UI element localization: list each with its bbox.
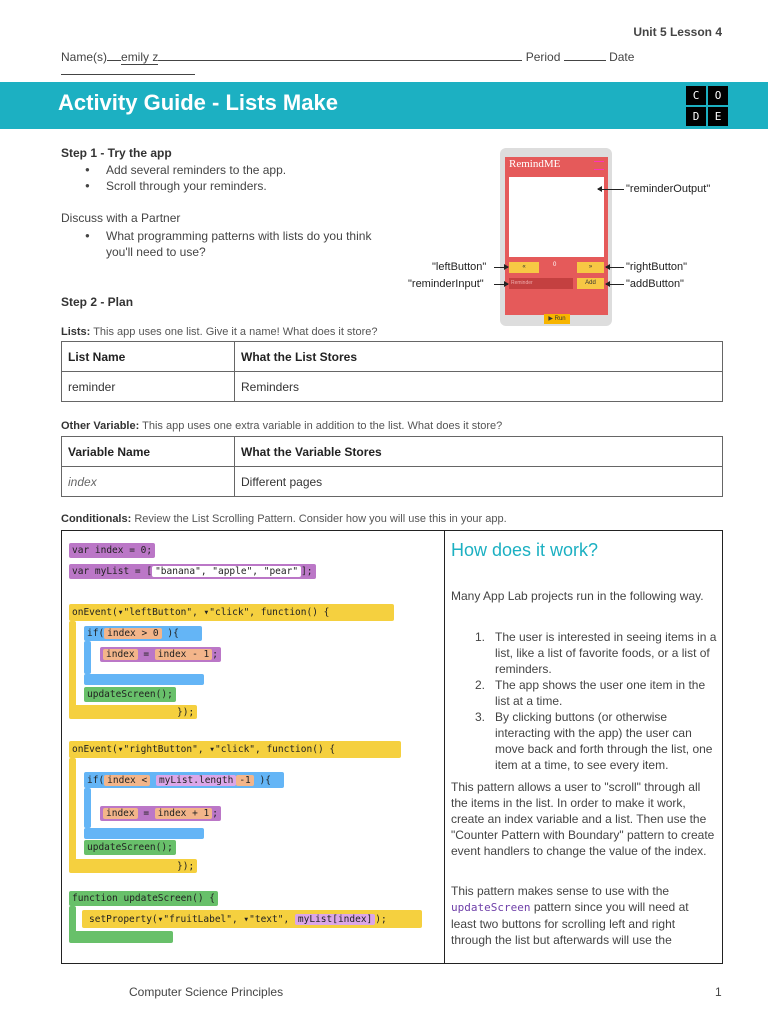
title-banner	[0, 82, 768, 129]
unit-lesson-label: Unit 5 Lesson 4	[633, 25, 722, 39]
code-close-left: });	[177, 707, 195, 718]
table-header: List Name	[62, 342, 235, 372]
label-left-button: "leftButton"	[432, 261, 487, 273]
table-cell[interactable]: Reminders	[235, 372, 723, 402]
table-cell[interactable]: Different pages	[235, 467, 723, 497]
variable-table	[61, 436, 723, 497]
table-header: Variable Name	[62, 437, 235, 467]
code-if-right: if( index < myList.length -1 ){	[87, 775, 271, 786]
code-update-right: updateScreen();	[84, 840, 176, 855]
right-button[interactable]: »	[577, 262, 604, 273]
table-header: What the List Stores	[235, 342, 723, 372]
code-assign-right: index = index + 1 ;	[100, 806, 221, 821]
conditionals-caption: Conditionals: Review the List Scrolling Pattern. Consider how you will use this in your app.	[61, 513, 507, 525]
code-var-index: var index = 0;	[69, 543, 155, 558]
date-label: Date	[609, 50, 635, 64]
code-onevent-right: onEvent(▾"rightButton", ▾"click", function() {	[72, 744, 336, 755]
explain-steps	[451, 629, 719, 773]
list-item: ● What programming patterns with lists do you think	[61, 228, 371, 244]
name-line	[61, 48, 634, 64]
label-reminder-input: "reminderInput"	[408, 278, 484, 290]
discuss-bullets	[61, 228, 371, 244]
arrow-icon	[598, 189, 624, 190]
table-row	[62, 437, 723, 467]
how-it-works-title: How does it work?	[451, 540, 599, 560]
explain-paragraph-3: This pattern makes sense to use with the updateScreen pattern since you will need at least two buttons for scrolling left and right through the list but afterwards will use the	[451, 884, 689, 947]
date-underline[interactable]	[61, 74, 195, 75]
explain-intro: Many App Lab projects run in the following way.	[451, 589, 704, 603]
discuss-bullet-cont: you'll need to use?	[106, 245, 206, 259]
page-number: 1	[715, 985, 722, 999]
menu-icon	[594, 161, 604, 170]
list-item: 3. By clicking buttons (or otherwise interacting with the app) the user can move back and forth through the list, one item at a time, to see every item.	[475, 710, 713, 772]
step2-title: Step 2 - Plan	[61, 295, 134, 309]
list-item: 1. The user is interested in seeing items in a list, like a list of favorite foods, or a list of reminders.	[475, 630, 717, 676]
code-update-left: updateScreen();	[84, 687, 176, 702]
step1-bullets	[61, 162, 286, 194]
code-logo: C O D E	[686, 86, 728, 126]
code-var-mylist: var myList = [ "banana", "apple", "pear" ];	[69, 564, 316, 579]
code-assign-left: index = index - 1 ;	[100, 647, 221, 662]
table-header: What the Variable Stores	[235, 437, 723, 467]
lists-table	[61, 341, 723, 402]
name-label: Name(s)	[61, 50, 108, 64]
list-item: 2. The app shows the user one item in the list at a time.	[475, 678, 706, 708]
code-if-left: if( index > 0 ){	[87, 628, 179, 639]
explain-paragraph-2: This pattern allows a user to "scroll" through all the items in the list. In order to make it work, create an index variable and a list. Then use the "Counter Pattern with Boundary" pattern to create event handlers to change the value of the index.	[451, 780, 715, 858]
footer-course: Computer Science Principles	[129, 985, 284, 999]
table-row	[62, 372, 723, 402]
reminder-input[interactable]: Reminder	[509, 278, 573, 289]
table-cell[interactable]: reminder	[62, 372, 235, 402]
arrow-icon	[606, 267, 624, 268]
label-add-button: "addButton"	[626, 278, 684, 290]
reminder-output	[509, 177, 604, 257]
arrow-icon	[494, 267, 508, 268]
page-title: Activity Guide - Lists Make	[58, 90, 338, 115]
arrow-icon	[606, 284, 624, 285]
label-right-button: "rightButton"	[626, 261, 688, 273]
period-label: Period	[525, 50, 561, 64]
table-row	[62, 467, 723, 497]
table-row	[62, 342, 723, 372]
other-variable-caption: Other Variable: This app uses one extra variable in addition to the list. What does it store?	[61, 420, 503, 432]
code-blocks	[64, 533, 440, 960]
list-item: ● Scroll through your reminders.	[61, 178, 286, 194]
app-screen	[505, 157, 608, 315]
arrow-icon	[494, 284, 508, 285]
app-title: RemindME	[509, 158, 561, 170]
counter-text: 0	[553, 262, 557, 268]
code-close-right: });	[177, 861, 195, 872]
code-onevent-left: onEvent(▾"leftButton", ▾"click", function() {	[72, 607, 330, 618]
name-value[interactable]: emily z	[121, 50, 159, 64]
lists-caption: Lists: This app uses one list. Give it a name! What does it store?	[61, 326, 378, 338]
discuss-heading: Discuss with a Partner	[61, 211, 181, 225]
step1-title: Step 1 - Try the app	[61, 146, 172, 160]
panel-divider	[444, 531, 445, 963]
code-function-def: function updateScreen() {	[69, 891, 218, 906]
add-button[interactable]: Add	[577, 278, 604, 289]
code-setproperty: setProperty(▾"fruitLabel", ▾"text", myList[index] );	[89, 914, 387, 925]
list-item: ● Add several reminders to the app.	[61, 162, 286, 178]
label-reminder-output: "reminderOutput"	[626, 183, 711, 195]
left-button[interactable]: «	[509, 262, 539, 273]
table-cell[interactable]: index	[62, 467, 235, 497]
run-button[interactable]: ▶ Run	[544, 314, 570, 324]
